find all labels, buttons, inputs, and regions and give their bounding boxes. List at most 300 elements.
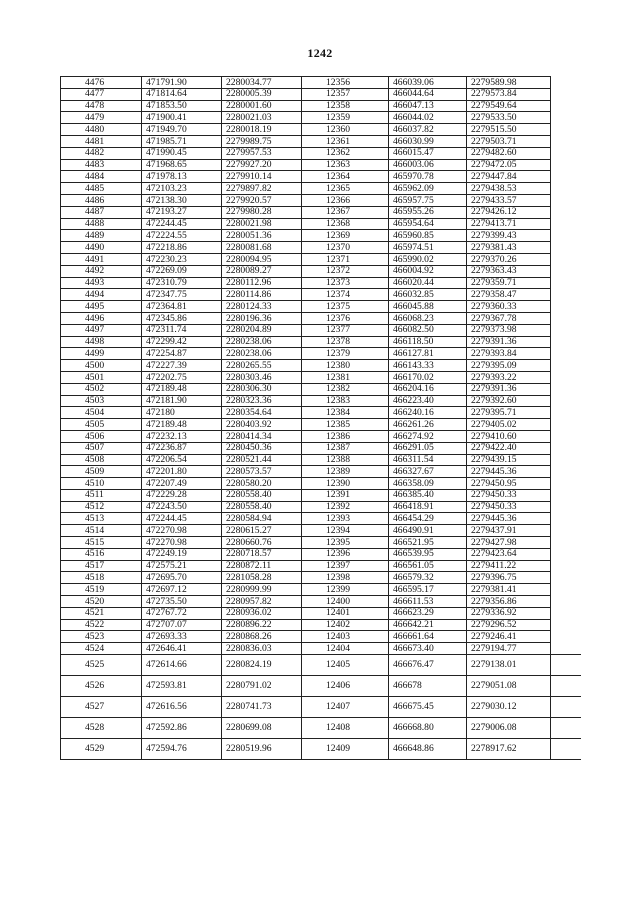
- coord-y-a-cell: 2280558.40: [222, 489, 302, 501]
- point-number-a-cell: 4527: [61, 697, 142, 718]
- coord-x-b-cell: 466044.02: [389, 112, 467, 124]
- coord-x-a-cell: 472270.98: [142, 525, 222, 537]
- coord-y-b-cell: 2279437.91: [467, 525, 551, 537]
- coord-y-b-cell: 2279367.78: [467, 312, 551, 324]
- coord-y-a-cell: 2280021.98: [222, 218, 302, 230]
- table-row: [61, 478, 581, 490]
- point-number-a-cell: 4490: [61, 242, 142, 254]
- coord-x-b-cell: 466039.06: [389, 77, 467, 89]
- margin-cell: [551, 430, 581, 442]
- coord-y-b-cell: 2279391.36: [467, 336, 551, 348]
- coord-y-b-cell: 2279391.36: [467, 383, 551, 395]
- margin-cell: [551, 419, 581, 431]
- point-number-b-cell: 12358: [302, 100, 389, 112]
- point-number-a-cell: 4483: [61, 159, 142, 171]
- point-number-a-cell: 4512: [61, 501, 142, 513]
- coord-x-a-cell: 471985.71: [142, 135, 222, 147]
- coord-x-a-cell: 472181.90: [142, 395, 222, 407]
- coord-y-b-cell: 2279533.50: [467, 112, 551, 124]
- coord-y-a-cell: 2280660.76: [222, 537, 302, 549]
- point-number-b-cell: 12396: [302, 548, 389, 560]
- margin-cell: [551, 277, 581, 289]
- coord-x-b-cell: 466561.05: [389, 560, 467, 572]
- margin-cell: [551, 584, 581, 596]
- margin-cell: [551, 454, 581, 466]
- point-number-a-cell: 4487: [61, 206, 142, 218]
- coord-x-a-cell: 472594.76: [142, 739, 222, 760]
- coord-y-b-cell: 2279370.26: [467, 253, 551, 265]
- coord-y-b-cell: 2279482.60: [467, 147, 551, 159]
- point-number-a-cell: 4513: [61, 513, 142, 525]
- margin-cell: [551, 501, 581, 513]
- coord-y-a-cell: 2280238.06: [222, 336, 302, 348]
- coord-x-b-cell: 466623.29: [389, 607, 467, 619]
- point-number-b-cell: 12405: [302, 655, 389, 676]
- point-number-a-cell: 4497: [61, 324, 142, 336]
- table-row: [61, 371, 581, 383]
- margin-cell: [551, 124, 581, 136]
- table-row: [61, 348, 581, 360]
- coord-x-b-cell: 466044.64: [389, 88, 467, 100]
- table-row: [61, 301, 581, 313]
- margin-cell: [551, 537, 581, 549]
- coord-y-a-cell: 2279910.14: [222, 171, 302, 183]
- table-row: [61, 100, 581, 112]
- point-number-b-cell: 12386: [302, 430, 389, 442]
- point-number-b-cell: 12357: [302, 88, 389, 100]
- coord-y-b-cell: 2279450.95: [467, 478, 551, 490]
- coord-y-b-cell: 2279396.75: [467, 572, 551, 584]
- coord-x-b-cell: 466291.05: [389, 442, 467, 454]
- margin-cell: [551, 253, 581, 265]
- coord-y-a-cell: 2280238.06: [222, 348, 302, 360]
- coord-y-a-cell: 2280584.94: [222, 513, 302, 525]
- coord-x-a-cell: 472269.09: [142, 265, 222, 277]
- coord-x-b-cell: 466595.17: [389, 584, 467, 596]
- table-row: [61, 242, 581, 254]
- coord-x-a-cell: 472193.27: [142, 206, 222, 218]
- coord-y-b-cell: 2279392.60: [467, 395, 551, 407]
- coord-y-a-cell: 2280204.89: [222, 324, 302, 336]
- coord-x-a-cell: 472345.86: [142, 312, 222, 324]
- coord-x-b-cell: 466454.29: [389, 513, 467, 525]
- point-number-b-cell: 12356: [302, 77, 389, 89]
- coord-y-a-cell: 2279989.75: [222, 135, 302, 147]
- coord-x-b-cell: 466068.23: [389, 312, 467, 324]
- coord-x-a-cell: 471968.65: [142, 159, 222, 171]
- point-number-a-cell: 4494: [61, 289, 142, 301]
- table-row: [61, 124, 581, 136]
- table-row: [61, 548, 581, 560]
- coord-x-b-cell: 466579.32: [389, 572, 467, 584]
- coord-x-b-cell: 466418.91: [389, 501, 467, 513]
- coord-y-a-cell: 2279897.82: [222, 183, 302, 195]
- coord-y-b-cell: 2279447.84: [467, 171, 551, 183]
- point-number-a-cell: 4496: [61, 312, 142, 324]
- point-number-a-cell: 4518: [61, 572, 142, 584]
- point-number-b-cell: 12404: [302, 643, 389, 655]
- coord-x-b-cell: 466648.86: [389, 739, 467, 760]
- margin-cell: [551, 489, 581, 501]
- coord-y-b-cell: 2279549.64: [467, 100, 551, 112]
- coordinates-table-body: [61, 77, 581, 760]
- coord-y-a-cell: 2279957.53: [222, 147, 302, 159]
- point-number-b-cell: 12402: [302, 619, 389, 631]
- coord-y-b-cell: 2279405.02: [467, 419, 551, 431]
- table-row: [61, 525, 581, 537]
- margin-cell: [551, 607, 581, 619]
- table-row: [61, 607, 581, 619]
- table-row: [61, 584, 581, 596]
- coord-y-b-cell: 2279439.15: [467, 454, 551, 466]
- margin-cell: [551, 159, 581, 171]
- point-number-a-cell: 4509: [61, 466, 142, 478]
- point-number-a-cell: 4500: [61, 360, 142, 372]
- page-number: 1242: [307, 46, 333, 60]
- point-number-b-cell: 12400: [302, 596, 389, 608]
- table-row: [61, 676, 581, 697]
- coord-x-a-cell: 472311.74: [142, 324, 222, 336]
- coord-x-b-cell: 466127.81: [389, 348, 467, 360]
- coord-y-a-cell: 2280414.34: [222, 430, 302, 442]
- point-number-b-cell: 12392: [302, 501, 389, 513]
- point-number-a-cell: 4501: [61, 371, 142, 383]
- point-number-a-cell: 4499: [61, 348, 142, 360]
- coord-x-a-cell: 472695.70: [142, 572, 222, 584]
- table-row: [61, 619, 581, 631]
- point-number-b-cell: 12381: [302, 371, 389, 383]
- point-number-a-cell: 4526: [61, 676, 142, 697]
- point-number-b-cell: 12375: [302, 301, 389, 313]
- coord-y-b-cell: 2279413.71: [467, 218, 551, 230]
- margin-cell: [551, 466, 581, 478]
- coord-y-b-cell: 2279356.86: [467, 596, 551, 608]
- point-number-b-cell: 12399: [302, 584, 389, 596]
- coord-y-a-cell: 2279980.28: [222, 206, 302, 218]
- table-row: [61, 183, 581, 195]
- overflow-cell: [551, 697, 581, 718]
- margin-cell: [551, 88, 581, 100]
- margin-cell: [551, 147, 581, 159]
- margin-cell: [551, 513, 581, 525]
- point-number-a-cell: 4502: [61, 383, 142, 395]
- coord-x-b-cell: 466661.64: [389, 631, 467, 643]
- coord-y-b-cell: 2279426.12: [467, 206, 551, 218]
- margin-cell: [551, 336, 581, 348]
- coord-x-a-cell: 472593.81: [142, 676, 222, 697]
- table-row: [61, 289, 581, 301]
- coord-y-b-cell: 2279381.41: [467, 584, 551, 596]
- margin-cell: [551, 442, 581, 454]
- point-number-a-cell: 4529: [61, 739, 142, 760]
- table-row: [61, 159, 581, 171]
- coord-y-a-cell: 2280306.30: [222, 383, 302, 395]
- point-number-b-cell: 12385: [302, 419, 389, 431]
- coord-x-a-cell: 471853.50: [142, 100, 222, 112]
- point-number-a-cell: 4480: [61, 124, 142, 136]
- margin-cell: [551, 395, 581, 407]
- point-number-b-cell: 12372: [302, 265, 389, 277]
- point-number-a-cell: 4510: [61, 478, 142, 490]
- coord-y-a-cell: 2280718.57: [222, 548, 302, 560]
- coord-x-a-cell: 472249.19: [142, 548, 222, 560]
- margin-cell: [551, 548, 581, 560]
- coord-x-a-cell: 472310.79: [142, 277, 222, 289]
- table-row: [61, 206, 581, 218]
- margin-cell: [551, 631, 581, 643]
- point-number-b-cell: 12371: [302, 253, 389, 265]
- point-number-b-cell: 12394: [302, 525, 389, 537]
- margin-cell: [551, 289, 581, 301]
- table-row: [61, 336, 581, 348]
- coord-x-b-cell: 466047.13: [389, 100, 467, 112]
- coord-y-b-cell: 2279450.33: [467, 501, 551, 513]
- coord-y-b-cell: 2279360.33: [467, 301, 551, 313]
- coord-x-a-cell: 472243.50: [142, 501, 222, 513]
- point-number-a-cell: 4516: [61, 548, 142, 560]
- point-number-b-cell: 12362: [302, 147, 389, 159]
- coord-y-b-cell: 2279336.92: [467, 607, 551, 619]
- point-number-a-cell: 4506: [61, 430, 142, 442]
- coord-x-a-cell: 471990.45: [142, 147, 222, 159]
- point-number-b-cell: 12387: [302, 442, 389, 454]
- coord-x-b-cell: 466004.92: [389, 265, 467, 277]
- table-row: [61, 454, 581, 466]
- coord-x-b-cell: 466045.88: [389, 301, 467, 313]
- coord-y-b-cell: 2279427.98: [467, 537, 551, 549]
- coord-x-b-cell: 466358.09: [389, 478, 467, 490]
- point-number-b-cell: 12379: [302, 348, 389, 360]
- coord-y-b-cell: 2279194.77: [467, 643, 551, 655]
- coord-y-b-cell: 2279395.71: [467, 407, 551, 419]
- point-number-b-cell: 12360: [302, 124, 389, 136]
- coord-y-a-cell: 2280999.99: [222, 584, 302, 596]
- table-row: [61, 419, 581, 431]
- point-number-a-cell: 4528: [61, 718, 142, 739]
- coord-x-b-cell: 466490.91: [389, 525, 467, 537]
- point-number-a-cell: 4508: [61, 454, 142, 466]
- coord-y-b-cell: 2279589.98: [467, 77, 551, 89]
- coord-x-a-cell: 472347.75: [142, 289, 222, 301]
- coord-y-a-cell: 2280824.19: [222, 655, 302, 676]
- coord-y-a-cell: 2280196.36: [222, 312, 302, 324]
- point-number-b-cell: 12406: [302, 676, 389, 697]
- coord-y-a-cell: 2280124.33: [222, 301, 302, 313]
- coord-x-b-cell: 466032.85: [389, 289, 467, 301]
- table-row: [61, 466, 581, 478]
- table-row: [61, 718, 581, 739]
- margin-cell: [551, 112, 581, 124]
- coord-x-a-cell: 472206.54: [142, 454, 222, 466]
- coord-y-a-cell: 2280021.03: [222, 112, 302, 124]
- coord-y-b-cell: 2279450.33: [467, 489, 551, 501]
- coord-x-a-cell: 472227.39: [142, 360, 222, 372]
- point-number-b-cell: 12388: [302, 454, 389, 466]
- coord-y-b-cell: 2278917.62: [467, 739, 551, 760]
- coord-x-a-cell: 471978.13: [142, 171, 222, 183]
- coord-x-a-cell: 472575.21: [142, 560, 222, 572]
- table-row: [61, 324, 581, 336]
- point-number-b-cell: 12409: [302, 739, 389, 760]
- table-row: [61, 77, 581, 89]
- table-row: [61, 407, 581, 419]
- coord-x-a-cell: 472697.12: [142, 584, 222, 596]
- coord-y-b-cell: 2279445.36: [467, 466, 551, 478]
- coord-y-a-cell: 2280265.55: [222, 360, 302, 372]
- table-row: [61, 218, 581, 230]
- coord-y-b-cell: 2279381.43: [467, 242, 551, 254]
- margin-cell: [551, 348, 581, 360]
- point-number-a-cell: 4525: [61, 655, 142, 676]
- point-number-a-cell: 4481: [61, 135, 142, 147]
- coord-y-a-cell: 2280303.46: [222, 371, 302, 383]
- coord-x-a-cell: 472189.48: [142, 383, 222, 395]
- point-number-a-cell: 4492: [61, 265, 142, 277]
- coord-x-a-cell: 472592.86: [142, 718, 222, 739]
- coord-y-a-cell: 2280051.36: [222, 230, 302, 242]
- table-row: [61, 253, 581, 265]
- table-row: [61, 383, 581, 395]
- table-row: [61, 560, 581, 572]
- coord-x-b-cell: 465957.75: [389, 194, 467, 206]
- coord-x-a-cell: 472230.23: [142, 253, 222, 265]
- coord-y-a-cell: 2280034.77: [222, 77, 302, 89]
- margin-cell: [551, 619, 581, 631]
- coord-x-b-cell: 466261.26: [389, 419, 467, 431]
- table-row: [61, 572, 581, 584]
- point-number-a-cell: 4489: [61, 230, 142, 242]
- coord-x-b-cell: 466223.40: [389, 395, 467, 407]
- coord-x-a-cell: 472236.87: [142, 442, 222, 454]
- coord-y-a-cell: 2280615.27: [222, 525, 302, 537]
- coord-x-b-cell: 466082.50: [389, 324, 467, 336]
- coord-x-b-cell: 466003.06: [389, 159, 467, 171]
- point-number-a-cell: 4479: [61, 112, 142, 124]
- margin-cell: [551, 171, 581, 183]
- margin-cell: [551, 77, 581, 89]
- point-number-a-cell: 4514: [61, 525, 142, 537]
- coord-y-a-cell: 2280112.96: [222, 277, 302, 289]
- table-row: [61, 265, 581, 277]
- margin-cell: [551, 572, 581, 584]
- coord-y-b-cell: 2279006.08: [467, 718, 551, 739]
- margin-cell: [551, 242, 581, 254]
- table-row: [61, 230, 581, 242]
- table-row: [61, 501, 581, 513]
- point-number-a-cell: 4523: [61, 631, 142, 643]
- coord-x-b-cell: 466143.33: [389, 360, 467, 372]
- point-number-a-cell: 4493: [61, 277, 142, 289]
- coord-y-b-cell: 2279296.52: [467, 619, 551, 631]
- margin-cell: [551, 265, 581, 277]
- point-number-b-cell: 12361: [302, 135, 389, 147]
- coord-y-a-cell: 2280580.20: [222, 478, 302, 490]
- coord-x-b-cell: 466642.21: [389, 619, 467, 631]
- table-row: [61, 112, 581, 124]
- coord-x-b-cell: 466327.67: [389, 466, 467, 478]
- margin-cell: [551, 525, 581, 537]
- coord-x-b-cell: 466030.99: [389, 135, 467, 147]
- coord-y-a-cell: 2280001.60: [222, 100, 302, 112]
- point-number-a-cell: 4482: [61, 147, 142, 159]
- coord-x-a-cell: 471791.90: [142, 77, 222, 89]
- point-number-b-cell: 12367: [302, 206, 389, 218]
- coord-y-a-cell: 2280094.95: [222, 253, 302, 265]
- point-number-b-cell: 12389: [302, 466, 389, 478]
- coord-y-b-cell: 2279411.22: [467, 560, 551, 572]
- point-number-a-cell: 4485: [61, 183, 142, 195]
- coord-y-a-cell: 2280957.82: [222, 596, 302, 608]
- point-number-a-cell: 4488: [61, 218, 142, 230]
- coord-x-b-cell: 466668.80: [389, 718, 467, 739]
- coord-x-b-cell: 466673.40: [389, 643, 467, 655]
- point-number-b-cell: 12403: [302, 631, 389, 643]
- coord-x-a-cell: 472103.23: [142, 183, 222, 195]
- table-row: [61, 395, 581, 407]
- point-number-a-cell: 4491: [61, 253, 142, 265]
- coord-x-b-cell: 466539.95: [389, 548, 467, 560]
- point-number-a-cell: 4507: [61, 442, 142, 454]
- coord-y-a-cell: 2280741.73: [222, 697, 302, 718]
- coord-y-a-cell: 2280872.11: [222, 560, 302, 572]
- coord-y-a-cell: 2279920.57: [222, 194, 302, 206]
- coord-y-b-cell: 2279410.60: [467, 430, 551, 442]
- point-number-b-cell: 12366: [302, 194, 389, 206]
- table-row: [61, 631, 581, 643]
- coord-y-b-cell: 2279423.64: [467, 548, 551, 560]
- margin-cell: [551, 135, 581, 147]
- point-number-a-cell: 4504: [61, 407, 142, 419]
- coord-y-b-cell: 2279395.09: [467, 360, 551, 372]
- coord-x-a-cell: 472244.45: [142, 513, 222, 525]
- point-number-b-cell: 12401: [302, 607, 389, 619]
- coord-y-a-cell: 2280519.96: [222, 739, 302, 760]
- coord-y-b-cell: 2279438.53: [467, 183, 551, 195]
- coord-x-a-cell: 472189.48: [142, 419, 222, 431]
- coord-x-b-cell: 466118.50: [389, 336, 467, 348]
- coord-y-b-cell: 2279573.84: [467, 88, 551, 100]
- coord-x-a-cell: 472202.75: [142, 371, 222, 383]
- coord-x-a-cell: 472254.87: [142, 348, 222, 360]
- point-number-a-cell: 4517: [61, 560, 142, 572]
- point-number-b-cell: 12369: [302, 230, 389, 242]
- coord-x-a-cell: 472299.42: [142, 336, 222, 348]
- coord-y-b-cell: 2279393.22: [467, 371, 551, 383]
- point-number-a-cell: 4505: [61, 419, 142, 431]
- point-number-b-cell: 12376: [302, 312, 389, 324]
- point-number-a-cell: 4498: [61, 336, 142, 348]
- table-row: [61, 596, 581, 608]
- coord-y-a-cell: 2280521.44: [222, 454, 302, 466]
- coord-x-a-cell: 472138.30: [142, 194, 222, 206]
- coord-x-a-cell: 472201.80: [142, 466, 222, 478]
- margin-cell: [551, 324, 581, 336]
- coord-y-b-cell: 2279472.05: [467, 159, 551, 171]
- coord-x-a-cell: 472364.81: [142, 301, 222, 313]
- coord-y-a-cell: 2280081.68: [222, 242, 302, 254]
- margin-cell: [551, 183, 581, 195]
- table-row: [61, 194, 581, 206]
- margin-cell: [551, 478, 581, 490]
- point-number-b-cell: 12373: [302, 277, 389, 289]
- coord-y-b-cell: 2279373.98: [467, 324, 551, 336]
- coord-y-b-cell: 2279515.50: [467, 124, 551, 136]
- table-row: [61, 430, 581, 442]
- point-number-b-cell: 12374: [302, 289, 389, 301]
- coord-y-a-cell: 2280018.19: [222, 124, 302, 136]
- point-number-a-cell: 4486: [61, 194, 142, 206]
- coord-y-a-cell: 2280699.08: [222, 718, 302, 739]
